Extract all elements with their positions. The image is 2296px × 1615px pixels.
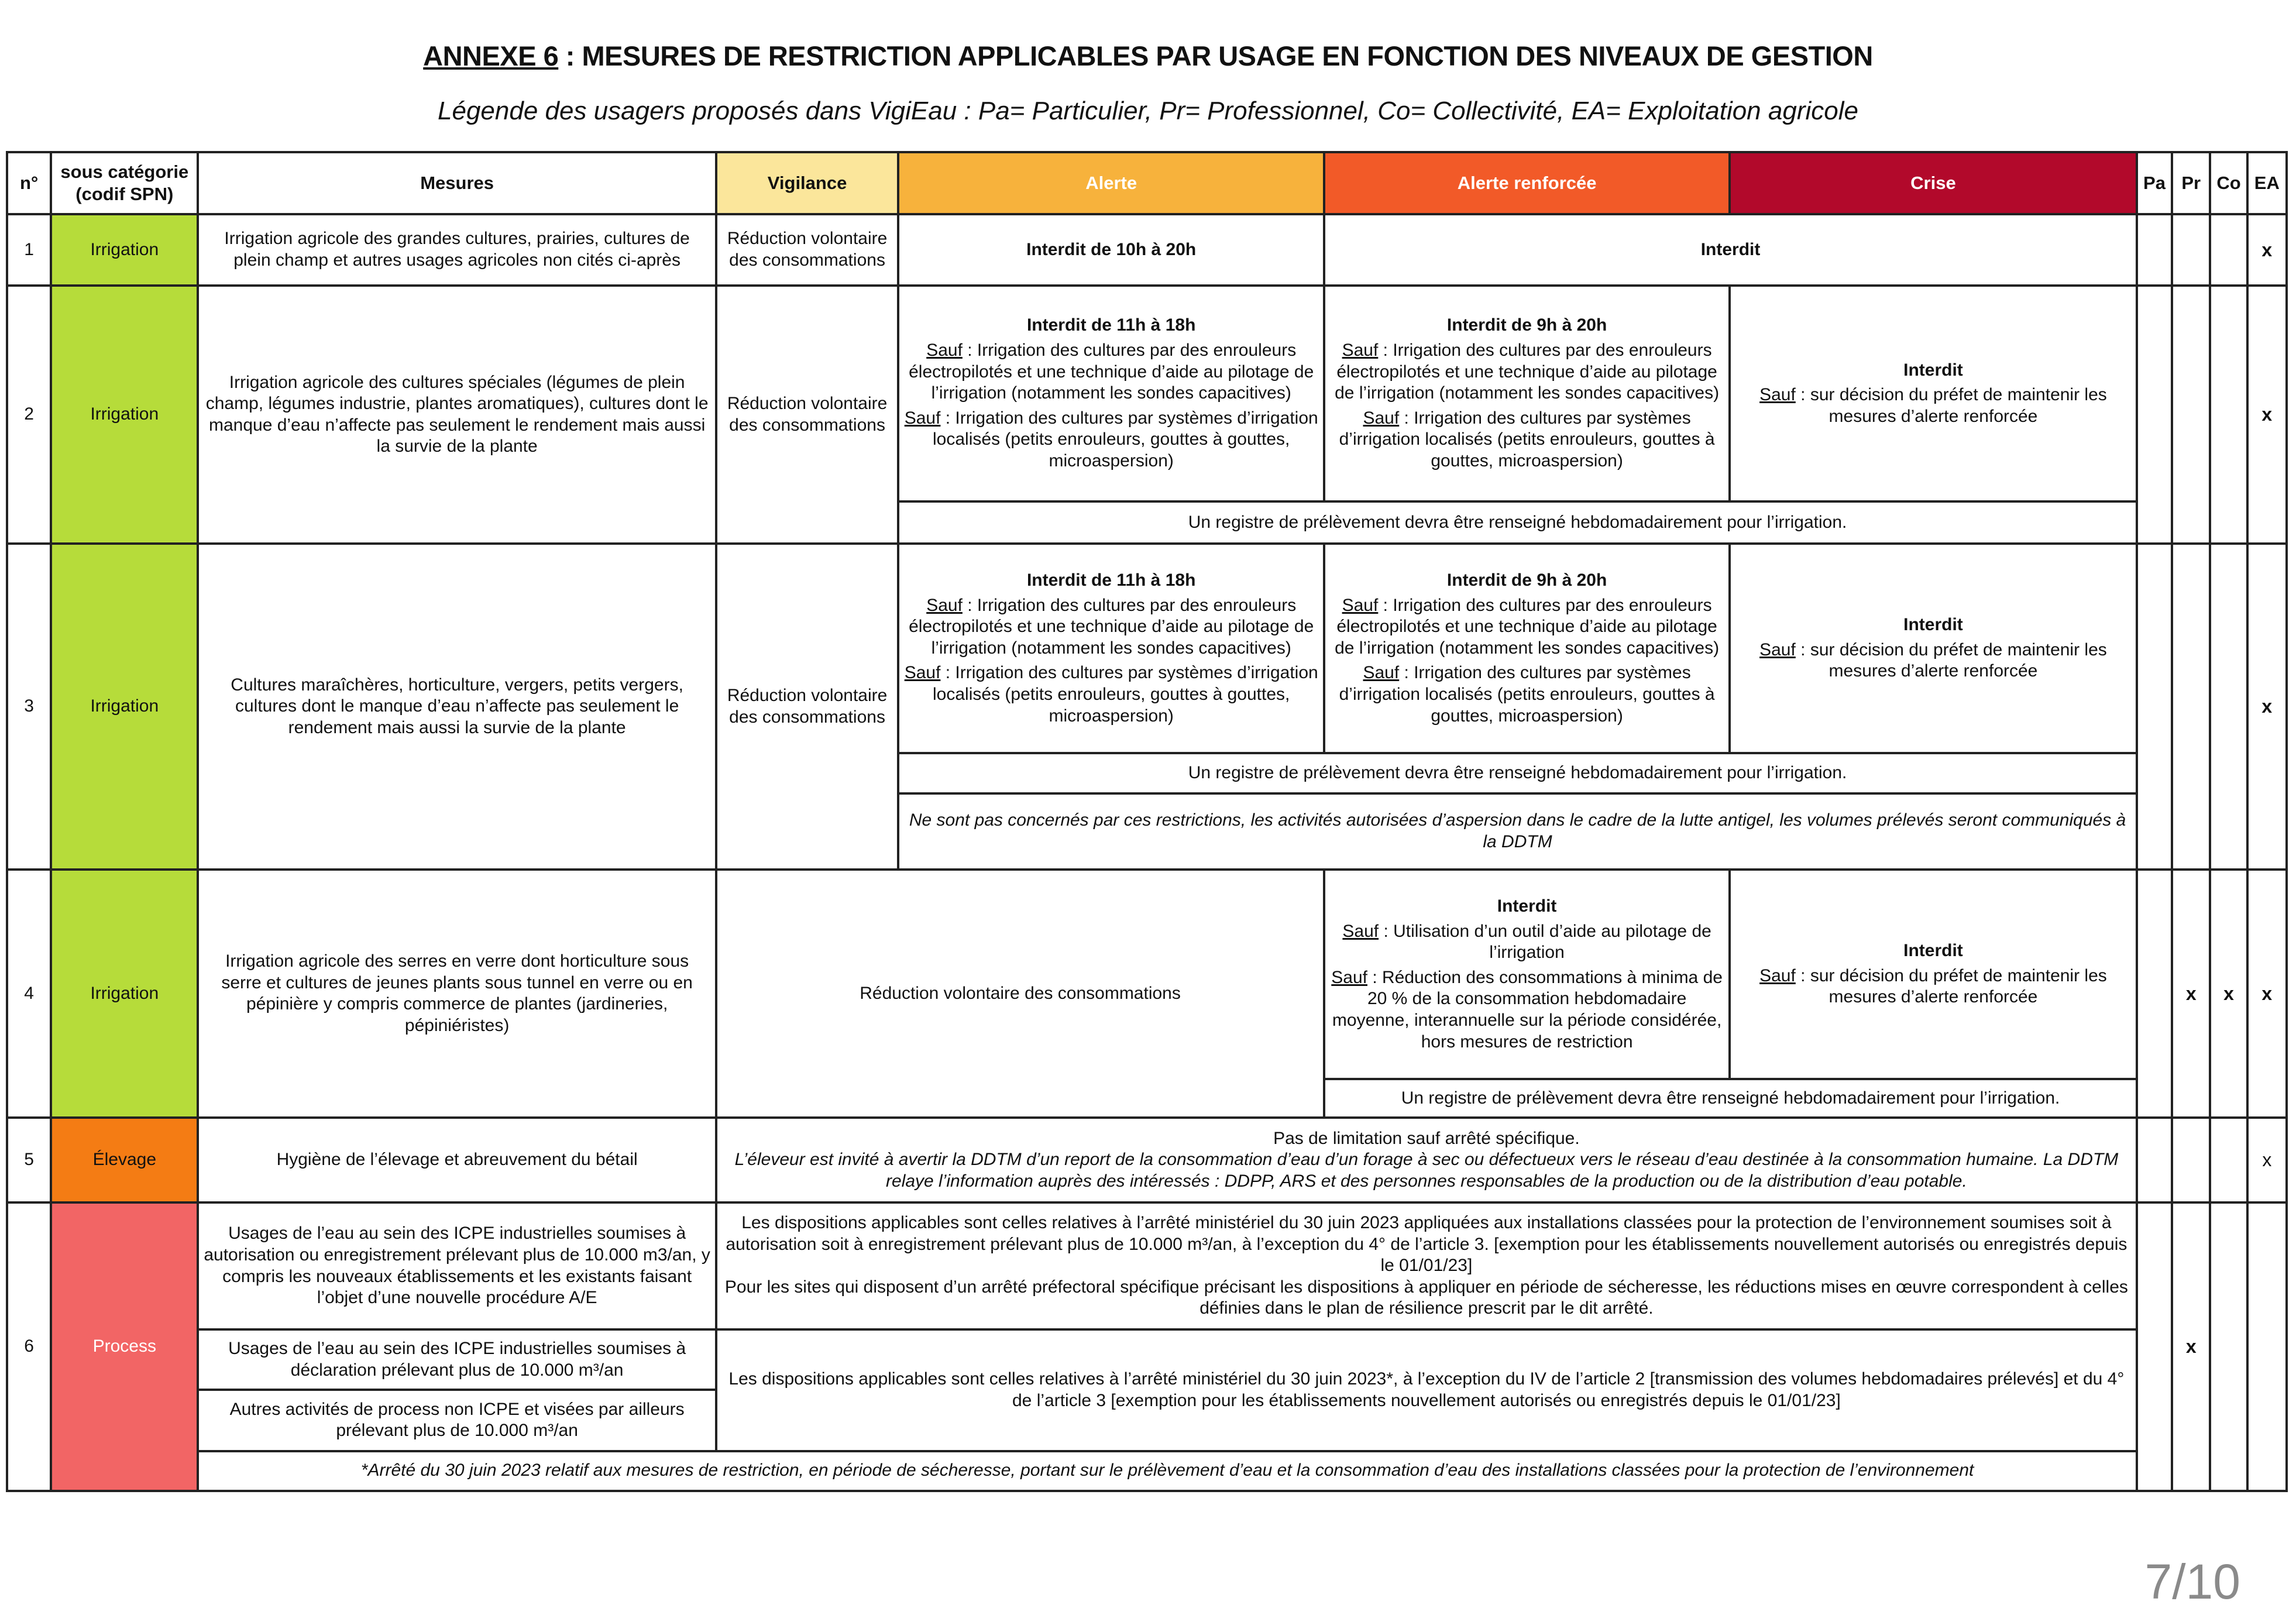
renforcee-exception-1: Sauf : Irrigation des cultures par des enrouleurs électropilotés et une technique d’aide au pilotage de l’irrigation (notamment les sondes capacitives) — [1335, 595, 1720, 658]
row-number: 4 — [7, 870, 51, 1118]
page-subtitle: Légende des usagers proposés dans VigiEau : Pa= Particulier, Pr= Professionnel, Co= Collectivité, EA= Exploitation agricole — [438, 97, 1858, 125]
alerte-exception-2: Sauf : Irrigation des cultures par systèmes d’irrigation localisés (petits enrouleurs, gouttes à gouttes, microaspersion) — [904, 663, 1318, 726]
pr-cell — [2172, 286, 2210, 544]
table-row-2 — [7, 286, 2287, 501]
table-row-6b — [7, 1329, 2287, 1390]
footnote: *Arrêté du 30 juin 2023 relatif aux mesures de restriction, en période de sécheresse, portant sur le prélèvement d’eau et la consommation d’eau des installations classées pour la protection de l’environnement — [198, 1451, 2137, 1492]
header-alerte: Alerte — [898, 152, 1324, 214]
title-annex: ANNEXE 6 — [423, 40, 559, 71]
pa-cell — [2137, 870, 2172, 1118]
process-measures-a — [716, 1202, 2137, 1329]
renforcee-title: Interdit de 9h à 20h — [1446, 315, 1607, 335]
crise-cell — [1730, 544, 2137, 753]
alerte-cell — [898, 544, 1324, 753]
ea-cell — [2247, 1202, 2287, 1491]
alerte-cell — [898, 286, 1324, 501]
alerte-exception-2: Sauf : Irrigation des cultures par systèmes d’irrigation localisés (petits enrouleurs, gouttes à gouttes, microaspersion) — [904, 408, 1318, 470]
header-num: n° — [7, 152, 51, 214]
pa-cell — [2137, 1202, 2172, 1491]
renforcee-title: Interdit de 9h à 20h — [1446, 571, 1607, 590]
registre-note: Un registre de prélèvement devra être renseigné hebdomadairement pour l’irrigation. — [898, 501, 2137, 544]
elevage-line-1: Pas de limitation sauf arrêté spécifique. — [1273, 1128, 1580, 1148]
process-text-a1: Les dispositions applicables sont celles relatives à l’arrêté ministériel du 30 juin 2023 appliquées aux installations classées pour la protection de l’environnement soumises soit à autorisation soit à enregistrement prélevant plus de 10.000 m³/an, à l’exception du 4° de l’article 3. [exemption pour les établissements nouvellement autorisés ou enregistrés depuis le 01/01/23] — [726, 1213, 2127, 1276]
ea-mark: x — [2247, 286, 2287, 544]
crise-exception: Sauf : sur décision du préfet de maintenir les mesures d’alerte renforcée — [1759, 965, 2107, 1007]
category-cell: Irrigation — [51, 214, 198, 286]
renforcee-title: Interdit — [1497, 896, 1557, 916]
renforcee-cell — [1324, 870, 1730, 1078]
restriction-table — [6, 151, 2288, 1492]
ea-mark: x — [2247, 870, 2287, 1118]
renforcee-cell — [1324, 286, 1730, 501]
row-number: 6 — [7, 1202, 51, 1491]
co-cell — [2210, 544, 2247, 870]
registre-note: Un registre de prélèvement devra être renseigné hebdomadairement pour l’irrigation. — [898, 753, 2137, 793]
header-alerte-renforcee: Alerte renforcée — [1324, 152, 1730, 214]
renforcee-exception-1: Sauf : Utilisation d’un outil d’aide au pilotage de l’irrigation — [1342, 921, 1711, 963]
table-row-6-footnote — [7, 1451, 2287, 1492]
ea-mark: x — [2247, 544, 2287, 870]
mesure-cell: Hygiène de l’élevage et abreuvement du bétail — [198, 1118, 716, 1202]
mesure-cell: Irrigation agricole des cultures spéciales (légumes de plein champ, légumes industrie, plantes aromatiques), cultures dont le manque d’eau n’affecte pas seulement le rendement mais aussi la survie de la plante — [198, 286, 716, 544]
mesure-cell: Cultures maraîchères, horticulture, vergers, petits vergers, cultures dont le manque d’eau n’affecte pas seulement le rendement mais aussi la survie de la plante — [198, 544, 716, 870]
category-cell: Irrigation — [51, 544, 198, 870]
mesure-cell-a: Usages de l’eau au sein des ICPE industrielles soumises à autorisation ou enregistrement prélevant plus de 10.000 m3/an, y compris les nouveaux établissements et les existants faisant l’objet d’une nouvelle procédure A/E — [198, 1202, 716, 1329]
pr-mark: x — [2172, 1202, 2210, 1491]
vigilance-cell: Réduction volontaire des consommations — [716, 286, 898, 544]
crise-title: Interdit — [1903, 941, 1963, 961]
category-cell: Irrigation — [51, 870, 198, 1118]
elevage-line-2: L’éleveur est invité à avertir la DDTM d’un report de la consommation d’eau d’un forage à sec ou défectueux vers le réseau d’eau destinée à la consommation humaine. La DDTM relaye l’information auprès des intéressés : DDPP, ARS et des personnes responsables de la production ou de la distribution d’eau potable. — [734, 1150, 2119, 1191]
table-row-3 — [7, 544, 2287, 753]
table-row-4 — [7, 870, 2287, 1078]
alerte-title: Interdit de 11h à 18h — [1026, 571, 1196, 590]
header-crise: Crise — [1730, 152, 2137, 214]
row-number: 1 — [7, 214, 51, 286]
renforcee-crise-cell: Interdit — [1324, 214, 2137, 286]
pr-cell — [2172, 214, 2210, 286]
category-cell: Irrigation — [51, 286, 198, 544]
alerte-cell: Interdit de 10h à 20h — [898, 214, 1324, 286]
crise-title: Interdit — [1903, 360, 1963, 380]
alerte-title: Interdit de 11h à 18h — [1026, 315, 1196, 335]
pa-cell — [2137, 1118, 2172, 1202]
crise-exception: Sauf : sur décision du préfet de maintenir les mesures d’alerte renforcée — [1759, 385, 2107, 426]
table-row-6 — [7, 1202, 2287, 1329]
renforcee-exception-1: Sauf : Irrigation des cultures par des enrouleurs électropilotés et une technique d’aide au pilotage de l’irrigation (notamment les sondes capacitives) — [1335, 341, 1720, 403]
header-co: Co — [2210, 152, 2247, 214]
vigilance-cell: Réduction volontaire des consommations — [716, 544, 898, 870]
crise-cell — [1730, 870, 2137, 1078]
pa-cell — [2137, 544, 2172, 870]
renforcee-exception-2: Sauf : Irrigation des cultures par systèmes d’irrigation localisés (petits enrouleurs, gouttes à gouttes, microaspersion) — [1339, 408, 1715, 470]
pr-cell — [2172, 544, 2210, 870]
renforcee-exception-2: Sauf : Réduction des consommations à minima de 20 % de la consommation hebdomadaire moyenne, interannuelle sur la période considérée, hors mesures de restriction — [1331, 967, 1723, 1052]
registre-note: Un registre de prélèvement devra être renseigné hebdomadairement pour l’irrigation. — [1324, 1079, 2137, 1118]
header-vigilance: Vigilance — [716, 152, 898, 214]
title-text: : MESURES DE RESTRICTION APPLICABLES PAR USAGE EN FONCTION DES NIVEAUX DE GESTION — [558, 40, 1873, 71]
vigilance-alerte-cell: Réduction volontaire des consommations — [716, 870, 1324, 1118]
crise-title: Interdit — [1903, 615, 1963, 635]
co-cell — [2210, 1118, 2247, 1202]
header-pr: Pr — [2172, 152, 2210, 214]
antigel-note: Ne sont pas concernés par ces restrictions, les activités autorisées d’aspersion dans le cadre de la lutte antigel, les volumes prélevés seront communiqués à la DDTM — [898, 793, 2137, 870]
pr-mark: x — [2172, 870, 2210, 1118]
header-ea: EA — [2247, 152, 2287, 214]
row-number: 2 — [7, 286, 51, 544]
row-number: 5 — [7, 1118, 51, 1202]
co-cell — [2210, 286, 2247, 544]
co-mark: x — [2210, 870, 2247, 1118]
crise-cell — [1730, 286, 2137, 501]
category-cell: Élevage — [51, 1118, 198, 1202]
co-cell — [2210, 1202, 2247, 1491]
row-number: 3 — [7, 544, 51, 870]
vigilance-cell: Réduction volontaire des consommations — [716, 214, 898, 286]
table-row-5 — [7, 1118, 2287, 1202]
header-mesures: Mesures — [198, 152, 716, 214]
process-measures-b: Les dispositions applicables sont celles relatives à l’arrêté ministériel du 30 juin 2023*, à l’exception du IV de l’article 2 [transmission des volumes hebdomadaires prélevés] et du 4° de l’article 3 [exemption pour les établissements nouvellement autorisés ou enregistrés depuis le 01/01/23] — [716, 1329, 2137, 1451]
co-cell — [2210, 214, 2247, 286]
mesure-cell: Irrigation agricole des serres en verre dont horticulture sous serre et cultures de jeunes plants sous tunnel en verre ou en pépinière y compris commerce de plantes (jardineries, pépiniéristes) — [198, 870, 716, 1118]
page-title — [0, 40, 2296, 72]
ea-mark: x — [2247, 214, 2287, 286]
elevage-measures-cell — [716, 1118, 2137, 1202]
pr-cell — [2172, 1118, 2210, 1202]
ea-mark: x — [2247, 1118, 2287, 1202]
category-cell: Process — [51, 1202, 198, 1491]
pa-cell — [2137, 286, 2172, 544]
table-header-row — [7, 152, 2287, 214]
mesure-cell-b: Usages de l’eau au sein des ICPE industrielles soumises à déclaration prélevant plus de 10.000 m³/an — [198, 1329, 716, 1390]
header-pa: Pa — [2137, 152, 2172, 214]
header-subcategory: sous catégorie (codif SPN) — [51, 152, 198, 214]
mesure-cell: Irrigation agricole des grandes cultures, prairies, cultures de plein champ et autres usages agricoles non cités ci-après — [198, 214, 716, 286]
renforcee-cell — [1324, 544, 1730, 753]
table-row-1 — [7, 214, 2287, 286]
mesure-cell-c: Autres activités de process non ICPE et visées par ailleurs prélevant plus de 10.000 m³/an — [198, 1390, 716, 1451]
renforcee-exception-2: Sauf : Irrigation des cultures par systèmes d’irrigation localisés (petits enrouleurs, gouttes à gouttes, microaspersion) — [1339, 663, 1715, 726]
alerte-exception-1: Sauf : Irrigation des cultures par des enrouleurs électropilotés et une technique d’aide au pilotage de l’irrigation (notamment les sondes capacitives) — [909, 341, 1314, 403]
crise-exception: Sauf : sur décision du préfet de maintenir les mesures d’alerte renforcée — [1759, 640, 2107, 681]
alerte-exception-1: Sauf : Irrigation des cultures par des enrouleurs électropilotés et une technique d’aide au pilotage de l’irrigation (notamment les sondes capacitives) — [909, 595, 1314, 658]
pa-cell — [2137, 214, 2172, 286]
process-text-a2: Pour les sites qui disposent d’un arrêté préfectoral spécifique précisant les dispositions à appliquer en période de sécheresse, les réductions mises en œuvre correspondent à celles définies dans le plan de résilience prescrit par le dit arrêté. — [724, 1277, 2128, 1318]
page-number: 7/10 — [2144, 1554, 2240, 1609]
